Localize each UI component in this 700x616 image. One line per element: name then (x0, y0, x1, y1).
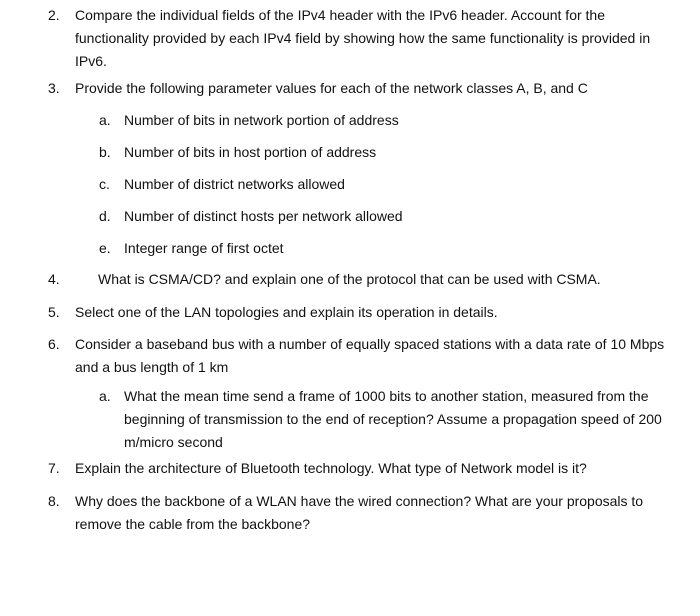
question-text-line: functionality provided by each IPv4 field by showing how the same functionality is provided in (75, 30, 651, 46)
question-number: 8. (48, 493, 60, 509)
subitem-letter: b. (99, 144, 111, 160)
question-number: 2. (48, 7, 60, 23)
subitem-letter: c. (99, 176, 110, 192)
question-number: 3. (48, 80, 60, 96)
question-text-line: Why does the backbone of a WLAN have the wired connection? What are your proposals to (75, 493, 644, 509)
question-text-line: Provide the following parameter values for each of the network classes A, B, and C (75, 80, 588, 96)
question-text-line: What is CSMA/CD? and explain one of the protocol that can be used with CSMA. (98, 271, 601, 287)
subitem-text: Number of bits in network portion of address (124, 112, 399, 128)
question-text-line: IPv6. (75, 53, 107, 69)
question-text-line: Select one of the LAN topologies and explain its operation in details. (75, 304, 498, 320)
subitem-text-line: m/micro second (124, 434, 223, 450)
subitem-text: Number of bits in host portion of address (124, 144, 377, 160)
subitem-letter: d. (99, 208, 111, 224)
subitem-letter: e. (99, 240, 111, 256)
question-number: 6. (48, 336, 60, 352)
subitem-text: Number of distinct hosts per network allowed (124, 208, 403, 224)
subitem-letter: a. (99, 112, 111, 128)
question-number: 7. (48, 460, 60, 476)
question-text-line: remove the cable from the backbone? (75, 516, 311, 532)
subitem-text-line: What the mean time send a frame of 1000 bits to another station, measured from the (124, 388, 649, 404)
question-number: 4. (48, 271, 60, 287)
question-text-line: Compare the individual fields of the IPv4 header with the IPv6 header. Account for the (75, 7, 605, 23)
subitem-letter: a. (99, 388, 111, 404)
question-text-line: Explain the architecture of Bluetooth technology. What type of Network model is it? (75, 460, 587, 476)
question-text-line: and a bus length of 1 km (75, 359, 229, 375)
question-number: 5. (48, 304, 60, 320)
subitem-text-line: beginning of transmission to the end of reception? Assume a propagation speed of 200 (124, 411, 662, 427)
subitem-text: Number of district networks allowed (124, 176, 345, 192)
subitem-text: Integer range of first octet (124, 240, 284, 256)
question-text-line: Consider a baseband bus with a number of equally spaced stations with a data rate of 10 Mbps (75, 336, 665, 352)
